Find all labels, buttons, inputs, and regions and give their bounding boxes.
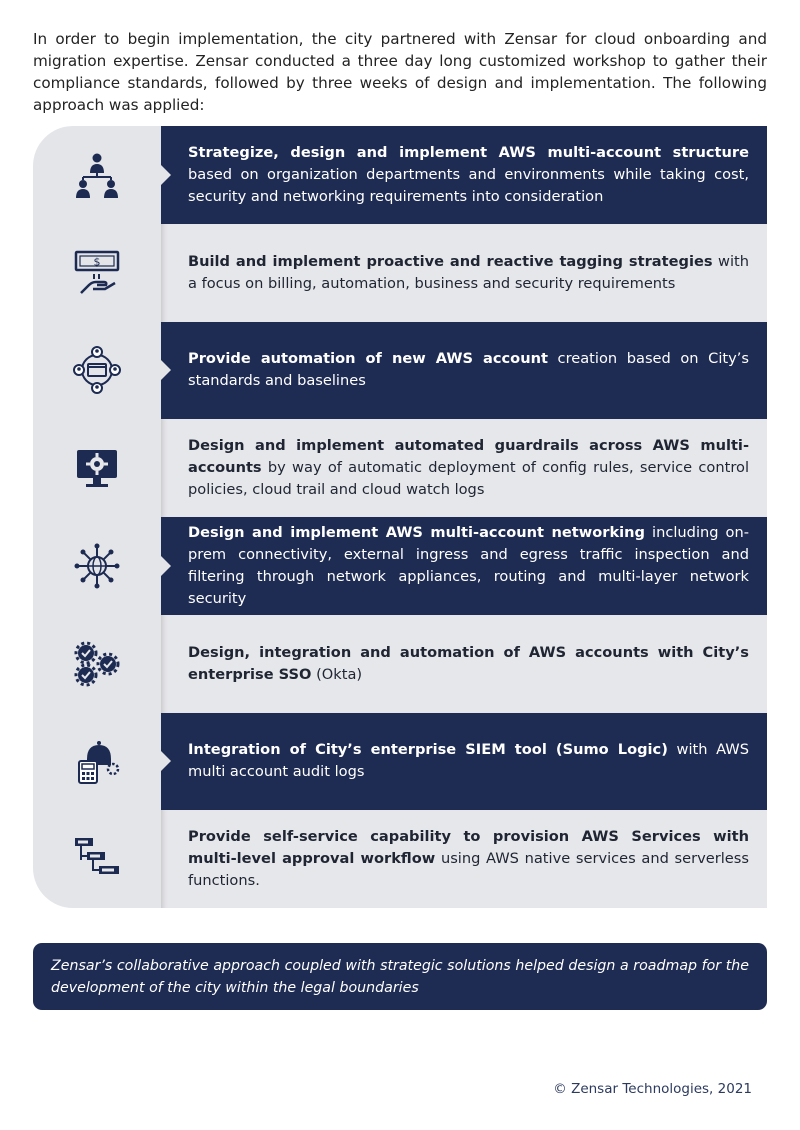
approach-item [33, 615, 767, 713]
approach-text: Provide automation of new AWS account creation based on City’s standards and baselines [188, 350, 749, 390]
approach-text: Design, integration and automation of AWS accounts with City’s enterprise SSO (Okta) [188, 643, 749, 683]
network-globe-icon [73, 542, 121, 590]
approach-text: Provide self-service capability to provision AWS Services with multi-level approval workflow using AWS native services and serverless functions. [188, 828, 749, 890]
monitor-gear-icon [73, 444, 121, 492]
approach-item [33, 322, 767, 420]
approach-text: Design and implement AWS multi-account networking including on-prem connectivity, external ingress and egress traffic inspection and filtering through network appliances, routing and multi-layer network security [188, 523, 749, 607]
gears-check-icon [73, 640, 121, 688]
org-structure-icon [73, 151, 121, 199]
automation-users-icon [73, 346, 121, 394]
approach-text: Strategize, design and implement AWS multi-account structure based on organization departments and environments while taking cost, security and networking requirements into consideration [188, 143, 749, 205]
workflow-icon [73, 835, 121, 883]
intro-paragraph: In order to begin implementation, the city partnered with Zensar for cloud onboarding and migration expertise. Zensar conducted a three day long customized workshop to gather their compliance standards, followed by three weeks of design and implementation. The following approach was applied: [33, 30, 767, 114]
summary-callout [33, 943, 767, 1010]
svg-text:$: $ [93, 255, 101, 269]
approach-item [33, 126, 767, 224]
summary-text: Zensar’s collaborative approach coupled with strategic solutions helped design a roadmap for the development of the city within the legal boundaries [51, 958, 749, 996]
approach-item [33, 224, 767, 322]
copyright-footer: © Zensar Technologies, 2021 [553, 1081, 752, 1097]
approach-item [33, 713, 767, 811]
approach-item [33, 517, 767, 615]
bell-calculator-icon [73, 737, 121, 785]
approach-text: Integration of City’s enterprise SIEM tool (Sumo Logic) with AWS multi account audit logs [188, 741, 750, 781]
approach-list [33, 126, 767, 908]
approach-text: Build and implement proactive and reactive tagging strategies with a focus on billing, automation, business and security requirements [188, 252, 749, 292]
approach-text: Design and implement automated guardrails across AWS multi-accounts by way of automatic deployment of config rules, service control policies, cloud trail and cloud watch logs [188, 437, 749, 499]
money-hand-icon [73, 249, 121, 297]
approach-item [33, 419, 767, 517]
approach-item [33, 810, 767, 908]
